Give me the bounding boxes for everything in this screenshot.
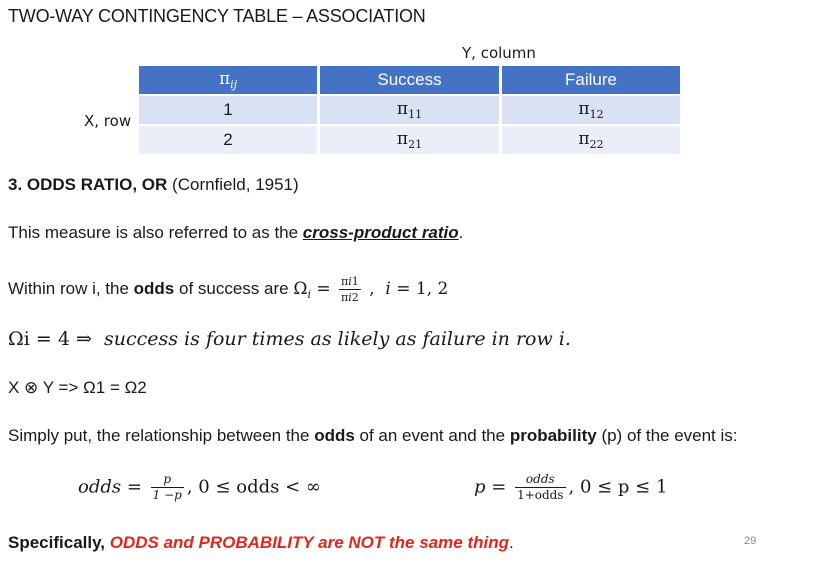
column-variable-label: Y, column (462, 44, 536, 62)
formula-numerator: p (151, 472, 184, 488)
section-heading (8, 175, 299, 195)
odds-definition-line (8, 274, 448, 305)
row-variable-label: X, row (84, 112, 132, 130)
odds-formula: $\Omega_i$ = $\frac{\pi i1}{\pi i2}$ , i = 1, 2 (293, 275, 449, 304)
formula-lhs: odds = (78, 476, 142, 498)
contingency-table (136, 64, 683, 156)
odds-example-line (8, 328, 571, 350)
cross-product-term: cross-product ratio (302, 223, 459, 242)
formula-lhs: p = (474, 476, 507, 498)
section-citation: (Cornfield, 1951) (172, 175, 299, 194)
text-span: Within row i, the (8, 279, 134, 298)
cross-product-line (8, 223, 463, 243)
text-span: Simply put, the relationship between the (8, 426, 315, 445)
odds-example-equation: Ωi = 4 ⇒ (8, 328, 92, 350)
formula-range: , 0 ≤ p ≤ 1 (568, 476, 668, 498)
table-row (139, 96, 680, 124)
page-number: 29 (744, 535, 757, 547)
formula-range: , 0 ≤ odds < ∞ (186, 476, 321, 498)
text-span: Specifically, (8, 533, 110, 552)
row-label: 1 (139, 96, 317, 124)
table-cell: $\pi_{21}$ (320, 126, 499, 154)
header-success: Success (320, 66, 499, 94)
formula-denominator: 1+odds (517, 488, 564, 502)
text-span: . (508, 533, 514, 552)
warning-text: ODDS and PROBABILITY are NOT the same thing (109, 533, 509, 552)
odds-example-text: success is four times as likely as failure in row i. (103, 328, 571, 350)
text-span: . (458, 223, 464, 242)
table-cell: $\pi_{11}$ (320, 96, 499, 124)
odds-from-probability-formula (78, 472, 321, 503)
formula-denominator: 1 −p (152, 488, 182, 502)
text-span: of success are (174, 279, 294, 298)
header-failure: Failure (502, 66, 680, 94)
table-cell: $\pi_{12}$ (502, 96, 680, 124)
text-span: of an event and the (354, 426, 510, 445)
formula-numerator: odds (515, 472, 565, 488)
row-label: 2 (139, 126, 317, 154)
text-span: This measure is also referred to as the (8, 223, 303, 242)
slide-title: TWO-WAY CONTINGENCY TABLE – ASSOCIATION (8, 6, 426, 26)
table-cell: $\pi_{22}$ (502, 126, 680, 154)
section-title: 3. ODDS RATIO, OR (8, 175, 168, 194)
text-span: (p) of the event is: (596, 426, 738, 445)
odds-term: odds (133, 279, 175, 298)
probability-term: probability (509, 426, 597, 445)
relationship-line (8, 426, 738, 446)
odds-term: odds (314, 426, 355, 445)
probability-from-odds-formula (474, 472, 667, 503)
independence-line: X ⊗ Y => Ω1 = Ω2 (8, 378, 147, 397)
specifically-line (8, 533, 514, 553)
table-corner-cell: $\pi_{ij}$ (139, 66, 317, 94)
table-row (139, 126, 680, 154)
table-header-row (139, 66, 680, 94)
